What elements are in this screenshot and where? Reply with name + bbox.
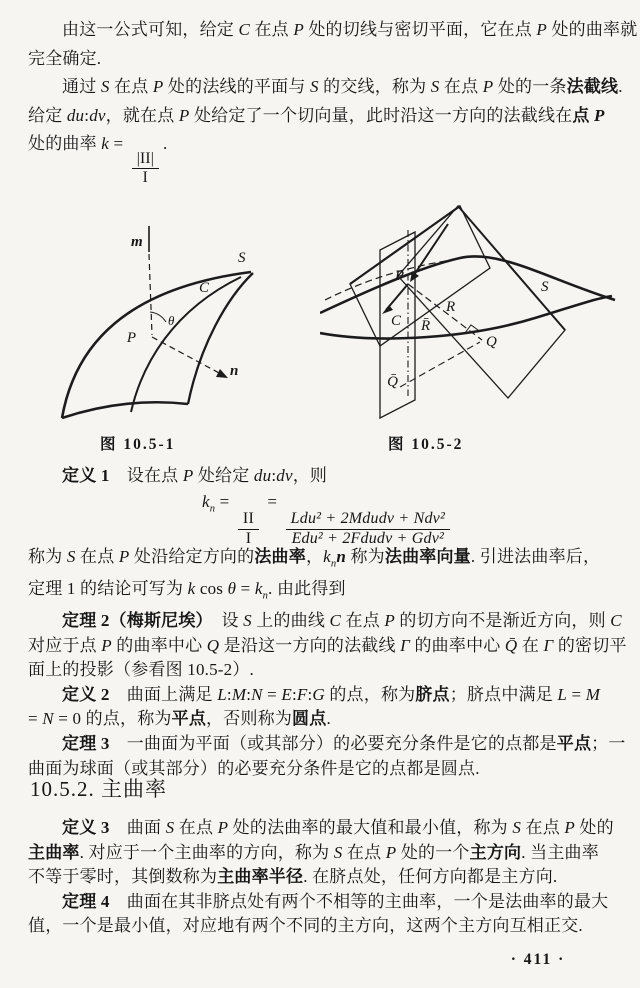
text-segment: = xyxy=(28,709,43,729)
text-segment: ；脐点中满足 xyxy=(449,684,558,704)
text-segment: S xyxy=(512,818,522,837)
fig1-surface-left-edge xyxy=(62,272,251,418)
text-line xyxy=(28,545,628,577)
fig2-label-P: P xyxy=(394,268,404,284)
text-segment: . xyxy=(618,77,623,96)
text-segment: M xyxy=(585,684,601,704)
text-segment: 曲面在其非脐点处有两个不相等的主曲率，一个是法曲率的最大 xyxy=(109,891,609,911)
text-segment: 在点 xyxy=(439,77,483,96)
figure1-caption: 图 10.5-1 xyxy=(100,436,176,453)
text-segment: P xyxy=(536,20,547,39)
text-segment: P xyxy=(564,818,575,837)
text-segment: C xyxy=(610,610,622,630)
fig1-surface-bottom-edge xyxy=(62,402,188,418)
fig1-label-P: P xyxy=(126,330,136,346)
text-segment: : xyxy=(271,466,277,485)
text-segment: N xyxy=(42,709,54,729)
fig1-n-line-dashed xyxy=(152,337,221,374)
section-heading: 10.5.2. 主曲率 xyxy=(30,777,167,801)
text-segment: S xyxy=(100,77,110,96)
fig2-label-S: S xyxy=(541,279,549,295)
text-segment: Γ xyxy=(543,635,554,655)
text-line xyxy=(28,816,628,841)
text-segment: 定理 1 的结论可写为 xyxy=(28,578,188,598)
text-segment: S xyxy=(309,77,319,96)
text-line xyxy=(28,577,628,609)
text-segment: . 由此得到 xyxy=(268,578,346,598)
text-line xyxy=(28,914,628,939)
text-segment: $k_n$ xyxy=(323,547,337,570)
text-segment: 通过 xyxy=(62,77,101,96)
text-segment: 平点 xyxy=(171,709,207,729)
text-segment: G xyxy=(312,684,325,704)
text-segment: M xyxy=(231,684,247,704)
fig1-curve-C xyxy=(131,277,241,412)
figure2-caption: 图 10.5-2 xyxy=(388,436,464,453)
text-segment: θ xyxy=(227,578,237,598)
text-segment: 称为 xyxy=(28,547,67,566)
text-segment: . 引进法曲率后， xyxy=(470,547,601,566)
text-segment: 处的一条 xyxy=(493,77,567,96)
text-segment: n xyxy=(336,547,347,566)
text-segment: 设 xyxy=(204,610,244,630)
text-segment: 处的曲率就 xyxy=(547,20,638,39)
fig2-osculating-plane-bold-edge xyxy=(350,206,460,284)
text-segment: P xyxy=(182,466,194,485)
text-segment: . 当主曲率 xyxy=(521,842,599,862)
normal-curvature-formula xyxy=(28,490,628,547)
figure-10-5-1 xyxy=(55,182,335,427)
text-line xyxy=(28,464,628,489)
text-segment: 在点 xyxy=(342,842,386,862)
text-segment: Q̄ xyxy=(504,635,518,655)
text-segment: 处的法线的平面与 xyxy=(163,77,310,96)
text-segment: = xyxy=(236,578,255,598)
text-segment: 定义 3 xyxy=(62,818,110,837)
text-segment: P xyxy=(118,547,130,566)
text-segment: . 对应于一个主曲率的方向，称为 xyxy=(79,842,334,862)
fig2-label-Qbar: Q̄ xyxy=(387,374,398,390)
text-segment: 给定 xyxy=(28,105,67,125)
text-segment: 在点 xyxy=(250,20,294,39)
text-segment: 不等于零时，其倒数称为 xyxy=(28,867,218,887)
text-segment: C xyxy=(238,20,250,39)
text-segment: Q xyxy=(206,635,220,655)
text-segment: 在点 xyxy=(521,818,565,837)
text-segment: 平点 xyxy=(556,733,592,753)
text-segment: 定理 4 xyxy=(62,891,110,911)
text-line xyxy=(28,890,628,915)
text-segment: 点 xyxy=(572,105,595,125)
text-segment: P xyxy=(385,842,397,862)
fig1-normal-line-dashed xyxy=(149,254,152,335)
text-line xyxy=(28,658,628,683)
text-line xyxy=(28,490,628,547)
fig1-label-theta: θ xyxy=(168,313,175,328)
text-segment: 设在点 xyxy=(109,466,183,485)
text-segment: 处的一个 xyxy=(396,842,470,862)
text-segment: . xyxy=(163,134,168,153)
text-line xyxy=(28,609,628,634)
text-segment: : xyxy=(307,684,313,704)
fig2-label-Rbar: R̄ xyxy=(421,318,431,334)
text-segment: 定义 1 xyxy=(62,466,110,485)
text-segment: 由这一公式可知，给定 xyxy=(62,20,239,39)
text-segment: S xyxy=(165,818,175,837)
text-segment: cos xyxy=(195,578,228,598)
text-segment: : xyxy=(246,684,252,704)
paragraph-principal-curvature xyxy=(28,816,628,939)
text-segment: 处的 xyxy=(574,818,614,837)
fig1-theta-arc xyxy=(150,312,166,322)
text-segment: 处给定 xyxy=(193,466,254,485)
text-segment: P xyxy=(152,77,164,96)
fig2-intersection-line xyxy=(412,224,448,278)
text-segment: ，则 xyxy=(292,466,328,485)
figure-10-5-2 xyxy=(320,172,640,427)
text-line xyxy=(28,865,628,890)
text-segment: : xyxy=(291,684,297,704)
fig2-label-Q: Q xyxy=(486,334,497,350)
text-segment: 在点 xyxy=(75,547,119,566)
text-segment: F xyxy=(296,684,308,704)
text-segment: dv xyxy=(276,466,293,485)
text-segment: dv xyxy=(89,105,106,125)
text-segment: ；一 xyxy=(591,733,626,753)
fig2-label-C: C xyxy=(390,313,401,329)
text-segment: 的曲率中心 xyxy=(111,635,207,655)
definition-1 xyxy=(28,464,628,489)
text-segment: S xyxy=(243,610,252,630)
text-segment: 定义 2 xyxy=(62,684,110,704)
text-segment: P xyxy=(594,105,605,125)
text-segment: ，就在点 xyxy=(105,105,179,125)
text-segment: : xyxy=(226,684,232,704)
text-segment: 值，一个是最小值，对应地有两个不同的主方向，这两个主方向互相正交. xyxy=(28,916,583,936)
text-segment: = xyxy=(215,492,234,511)
fig2-PQ-dashed xyxy=(408,284,482,340)
fraction: $\frac{II}{I}$ xyxy=(238,510,259,547)
text-line xyxy=(28,707,628,732)
paragraph-intro xyxy=(28,16,638,186)
page-number: · 411 · xyxy=(510,951,566,968)
text-line xyxy=(28,16,638,45)
text-segment: 脐点 xyxy=(415,684,450,704)
text-segment: 对应于点 xyxy=(28,635,102,655)
text-segment: 主曲率 xyxy=(28,842,80,862)
text-segment: 的曲率中心 xyxy=(410,635,505,655)
text-line xyxy=(28,102,628,131)
text-segment: P xyxy=(101,635,112,655)
text-line xyxy=(28,45,628,74)
text-segment: 称为 xyxy=(346,547,385,566)
text-segment: 曲面上满足 xyxy=(109,684,218,704)
text-segment: = xyxy=(262,492,282,511)
text-segment: P xyxy=(178,105,190,125)
text-segment: 在 xyxy=(517,635,544,655)
text-segment: . xyxy=(326,709,331,729)
fig2-osculating-plane xyxy=(350,206,490,346)
text-segment: S xyxy=(430,77,440,96)
text-segment: L xyxy=(217,684,227,704)
text-segment: ， xyxy=(305,547,324,566)
text-segment: 在点 xyxy=(109,77,153,96)
text-segment: : xyxy=(84,105,90,125)
text-segment: 处的法曲率的最大值和最小值，称为 xyxy=(228,818,513,837)
text-line xyxy=(28,73,628,102)
text-segment: 法截线 xyxy=(566,77,619,96)
text-segment: S xyxy=(333,842,343,862)
text-segment: 的密切平 xyxy=(553,635,627,655)
text-segment: 法曲率向量 xyxy=(384,547,471,566)
text-segment: 的点，称为 xyxy=(324,684,416,704)
text-segment: ，否则称为 xyxy=(206,709,293,729)
fig1-label-m: m xyxy=(131,234,143,250)
text-segment: P xyxy=(384,610,395,630)
text-line xyxy=(28,732,628,757)
text-line xyxy=(28,683,628,708)
text-segment: P xyxy=(482,77,494,96)
text-segment: 在点 xyxy=(174,818,218,837)
text-segment: 处的切线与密切平面，它在点 xyxy=(303,20,537,39)
text-segment: N xyxy=(251,684,263,704)
fig2-QbarQ-dashed xyxy=(400,342,480,387)
text-segment: 上的曲线 xyxy=(251,610,330,630)
text-segment: 一曲面为平面（或其部分）的必要充分条件是它的点都是 xyxy=(109,733,557,753)
fraction: $\frac{|II|}{I}$ xyxy=(132,150,159,186)
text-segment: = 0 的点，称为 xyxy=(53,709,172,729)
text-segment: C xyxy=(329,610,342,630)
text-segment: 法曲率 xyxy=(254,547,306,566)
text-segment: 完全确定. xyxy=(28,48,102,68)
text-segment: k xyxy=(187,578,196,598)
text-segment: = xyxy=(109,134,128,153)
text-segment: 处的曲率 xyxy=(28,134,102,153)
text-segment: P xyxy=(293,20,304,39)
text-segment: = xyxy=(567,684,586,704)
fig2-label-R: R xyxy=(446,299,456,315)
fig2-tangent-plane-bold-edge xyxy=(458,206,565,330)
text-segment: 是沿这一方向的法截线 xyxy=(219,635,401,655)
text-segment: 在点 xyxy=(341,610,385,630)
fig1-n-arrowhead xyxy=(216,369,228,378)
text-segment: = xyxy=(262,684,282,704)
text-segment: 曲面为球面（或其部分）的必要充分条件是它的点都是圆点. xyxy=(28,758,480,778)
text-line xyxy=(28,634,628,659)
text-segment: 定理 3 xyxy=(62,733,110,753)
text-segment: du xyxy=(253,466,272,485)
text-segment: 的切方向不是渐近方向，则 xyxy=(394,610,611,630)
text-segment: 主方向 xyxy=(469,842,522,862)
text-segment: Γ xyxy=(400,635,411,655)
fig1-surface-right-edge xyxy=(188,273,253,404)
text-segment: 主曲率半径 xyxy=(217,867,304,887)
fig1-label-C: C xyxy=(199,280,210,296)
fraction: $\frac{\text{Ldu² + 2Mdudv + Ndv²}}{\text{Edu² + 2Fdudv + Gdv²}}$ xyxy=(286,510,450,547)
text-segment: 面上的投影（参看图 10.5-2）. xyxy=(28,660,255,680)
paragraph-theorems xyxy=(28,545,628,781)
text-segment: du xyxy=(66,105,85,125)
text-segment: 的交线，称为 xyxy=(318,77,431,96)
text-segment: 定理 2（梅斯尼埃） xyxy=(62,610,205,630)
text-segment: . 在脐点处，任何方向都是主方向. xyxy=(303,867,558,887)
fig1-label-n: n xyxy=(230,363,239,379)
text-segment: 圆点 xyxy=(292,709,327,729)
text-segment: $k_n$ xyxy=(254,578,269,602)
text-segment: 曲面 xyxy=(109,818,166,837)
text-segment: S xyxy=(66,547,76,566)
text-segment: k xyxy=(101,134,109,153)
text-line xyxy=(28,841,628,866)
text-segment: 处沿给定方向的 xyxy=(129,547,255,566)
text-segment: 处给定了一个切向量，此时沿这一方向的法截线在 xyxy=(189,105,573,125)
text-segment: E xyxy=(281,684,292,704)
text-segment: $k_n$ xyxy=(202,492,216,515)
fig1-label-S: S xyxy=(238,250,246,266)
text-segment: L xyxy=(557,684,568,704)
text-segment: P xyxy=(217,818,229,837)
